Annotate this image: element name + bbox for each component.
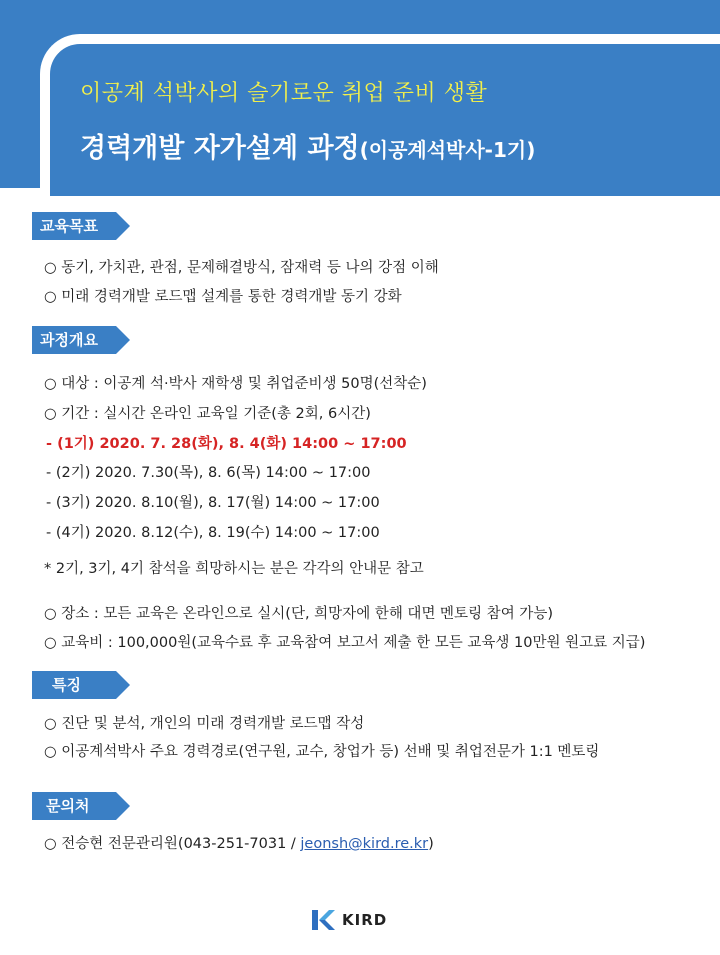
header-subtitle: 이공계 석박사의 슬기로운 취업 준비 생활 <box>80 81 488 106</box>
session-3: - (3기) 2020. 8.10(월), 8. 17(월) 14:00 ~ 17:00 <box>46 495 380 511</box>
header-title <box>80 126 535 165</box>
overview-period: ○ 기간 : 실시간 온라인 교육일 기준(총 2회, 6시간) <box>44 406 371 422</box>
feature-item-1: ○ 진단 및 분석, 개인의 미래 경력개발 로드맵 작성 <box>44 716 365 732</box>
contact-line <box>44 832 434 853</box>
feature-item-2: ○ 이공계석박사 주요 경력경로(연구원, 교수, 창업가 등) 선배 및 취업전문가 1:1 멘토링 <box>44 744 600 760</box>
section-tag-contact: 문의처 <box>32 792 116 820</box>
goal-item-1: ○ 동기, 가치관, 관점, 문제해결방식, 잠재력 등 나의 강점 이해 <box>44 260 439 276</box>
overview-target: ○ 대상 : 이공계 석·박사 재학생 및 취업준비생 50명(선착순) <box>44 376 427 392</box>
contact-prefix: ○ 전승현 전문관리원(043-251-7031 / <box>44 836 301 852</box>
section-tag-goals: 교육목표 <box>32 212 116 240</box>
overview-note: * 2기, 3기, 4기 참석을 희망하시는 분은 각각의 안내문 참고 <box>44 561 424 577</box>
session-1: - (1기) 2020. 7. 28(화), 8. 4(화) 14:00 ~ 17:00 <box>46 436 407 452</box>
session-4: - (4기) 2020. 8.12(수), 8. 19(수) 14:00 ~ 17:00 <box>46 525 380 541</box>
goal-item-2: ○ 미래 경력개발 로드맵 설계를 통한 경력개발 동기 강화 <box>44 289 402 305</box>
kird-logo <box>310 907 387 933</box>
contact-email-link[interactable]: jeonsh@kird.re.kr <box>300 836 429 852</box>
section-tag-features: 특징 <box>32 671 116 699</box>
header-panel <box>40 34 720 196</box>
logo-text: KIRD <box>342 911 388 929</box>
title-main: 경력개발 자가설계 과정 <box>80 133 360 164</box>
overview-fee: ○ 교육비 : 100,000원(교육수료 후 교육참여 보고서 제출 한 모든 교육생 10만원 원고료 지급) <box>44 635 646 651</box>
kird-k-logo-icon <box>310 907 336 933</box>
contact-suffix: ) <box>428 836 434 852</box>
section-tag-overview: 과정개요 <box>32 326 116 354</box>
overview-venue: ○ 장소 : 모든 교육은 온라인으로 실시(단, 희망자에 한해 대면 멘토링 참여 가능) <box>44 606 553 622</box>
title-sub: (이공계석박사-1기) <box>359 138 536 162</box>
session-2: - (2기) 2020. 7.30(목), 8. 6(목) 14:00 ~ 17:00 <box>46 465 371 481</box>
